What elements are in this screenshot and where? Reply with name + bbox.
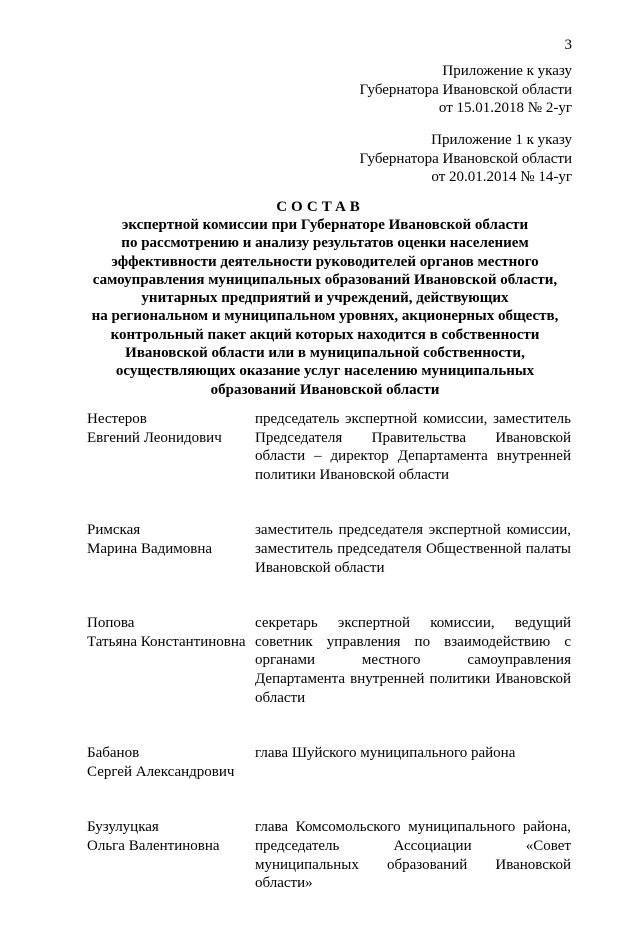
subtitle-line: по рассмотрению и анализу результатов оценки населением [121, 235, 529, 252]
subtitle-line: эффективности деятельности руководителей органов местного [111, 253, 539, 270]
member-given-names: Марина Вадимовна [87, 540, 213, 557]
member-name [87, 614, 255, 707]
member-surname: Попова [87, 615, 135, 632]
appendix-current-line3: от 15.01.2018 № 2-уг [438, 100, 572, 117]
member-role: председатель экспертной комиссии, заместитель Председателя Правительства Ивановской области – директор Департамента внутренней политики Ивановской области [255, 411, 571, 483]
member-row [87, 744, 571, 781]
member-given-names: Евгений Леонидович [87, 429, 222, 446]
member-row [87, 818, 571, 892]
member-given-names: Ольга Валентиновна [87, 837, 220, 854]
member-role: глава Шуйского муниципального района [255, 745, 516, 762]
appendix-current-line1: Приложение к указу [442, 63, 572, 79]
subtitle-line: образований Ивановской области [210, 381, 440, 398]
subtitle-line: экспертной комиссии при Губернаторе Ивановской области [121, 217, 529, 233]
member-surname: Нестеров [87, 411, 147, 427]
member-given-names: Татьяна Константиновна [87, 633, 246, 650]
member-role: глава Комсомольского муниципального района, председатель Ассоциации «Совет муниципальных образований Ивановской области» [255, 819, 571, 892]
member-name [87, 410, 255, 484]
document-title: СОСТАВ [276, 199, 364, 215]
appendix-current-line2: Губернатора Ивановской области [359, 81, 572, 98]
appendix-original-reference [359, 131, 572, 187]
subtitle-line: осуществляющих оказание услуг населению муниципальных [115, 363, 535, 380]
appendix-current-reference [359, 62, 572, 118]
member-row [87, 614, 571, 707]
subtitle-line: самоуправления муниципальных образований Ивановской области, [92, 271, 558, 288]
member-role: заместитель председателя экспертной комиссии, заместитель председателя Общественной палаты Ивановской области [255, 522, 571, 576]
member-name [87, 744, 255, 781]
member-role: секретарь экспертной комиссии, ведущий советник управления по взаимодействию с органами местного самоуправления Департамента внутренней политики Ивановской области [255, 615, 571, 706]
member-surname: Бузулуцкая [87, 819, 159, 836]
member-row [87, 521, 571, 577]
member-surname: Римская [87, 522, 141, 539]
appendix-original-line2: Губернатора Ивановской области [359, 150, 572, 167]
member-name [87, 818, 255, 892]
subtitle-line: Ивановской области или в муниципальной собственности, [125, 345, 525, 362]
member-name [87, 521, 255, 577]
member-given-names: Сергей Александрович [87, 763, 235, 780]
member-row [87, 410, 571, 484]
page-number: 3 [564, 37, 572, 53]
subtitle-line: на региональном и муниципальном уровнях, акционерных обществ, [91, 308, 559, 325]
subtitle-line: контрольный пакет акций которых находится в собственности [110, 326, 540, 343]
commission-members-list [87, 410, 571, 930]
document-subtitle [60, 216, 590, 399]
appendix-original-line1: Приложение 1 к указу [431, 132, 572, 148]
appendix-original-line3: от 20.01.2014 № 14-уг [431, 169, 572, 186]
subtitle-line: унитарных предприятий и учреждений, действующих [141, 290, 509, 307]
member-surname: Бабанов [87, 745, 140, 762]
